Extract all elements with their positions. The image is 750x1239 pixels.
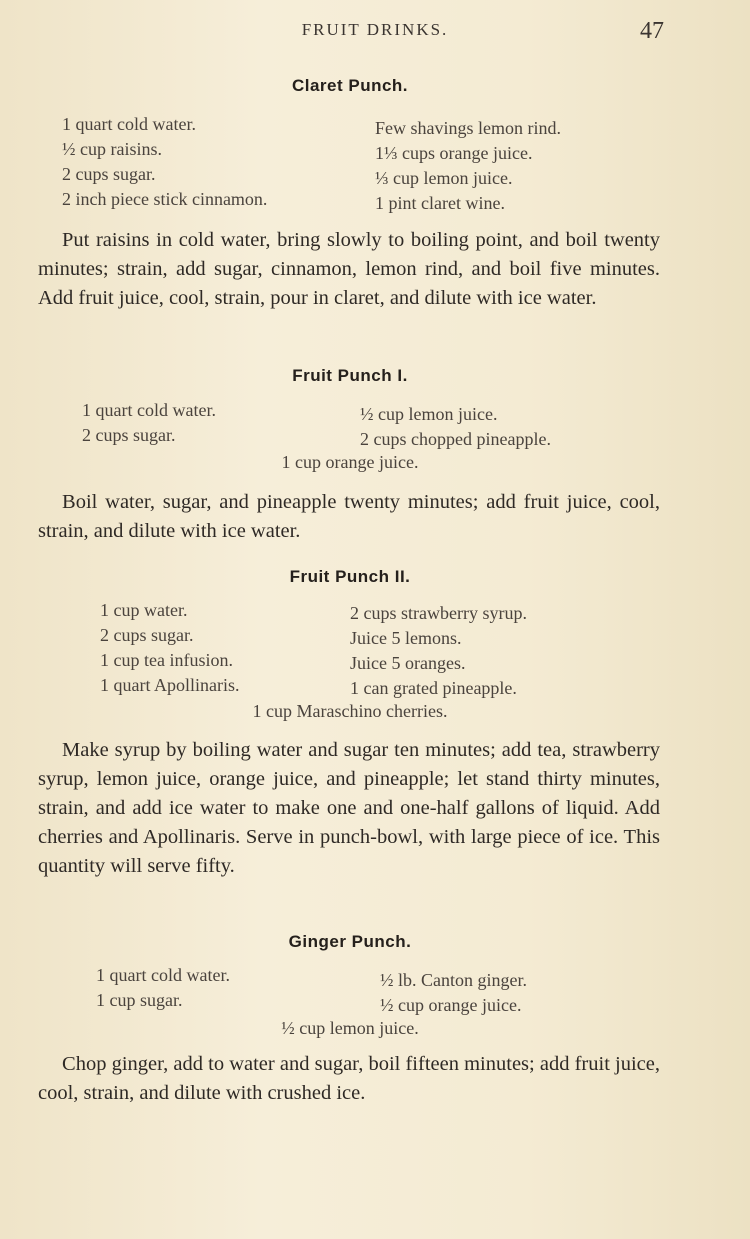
directions-fruit-punch-2: Make syrup by boiling water and sugar ten minutes; add tea, strawberry syrup, lemon juice, orange juice, and pineapple; let stand thirty minutes, strain, and add ice water to make one and one-half gallons of liquid. Add cherries and Apollinaris. Serve in punch-bowl, with large piece of ice. This quantity will serve fifty. bbox=[38, 739, 660, 877]
ingredient: 1 quart cold water. bbox=[96, 965, 230, 985]
running-head: FRUIT DRINKS. bbox=[301, 20, 449, 39]
recipe-title-fruit-punch-2: Fruit Punch II. bbox=[289, 567, 411, 586]
ingredients-right-ginger-punch bbox=[380, 968, 527, 1018]
ingredients-left-fruit-punch-1 bbox=[82, 398, 216, 448]
page-number: 47 bbox=[640, 18, 664, 44]
ingredient: ⅓ cup lemon juice. bbox=[375, 168, 513, 188]
ingredient: 2 cups sugar. bbox=[82, 425, 176, 445]
ingredient: ½ cup lemon juice. bbox=[360, 404, 498, 424]
ingredient: 2 cups sugar. bbox=[62, 164, 156, 184]
ingredient: 1 quart Apollinaris. bbox=[100, 675, 240, 695]
ingredient: Few shavings lemon rind. bbox=[375, 118, 561, 138]
ingredient: 1 pint claret wine. bbox=[375, 193, 505, 213]
recipe-title-claret-punch: Claret Punch. bbox=[291, 76, 409, 95]
ingredients-right-fruit-punch-1 bbox=[360, 402, 551, 452]
ingredient: ½ cup raisins. bbox=[62, 139, 162, 159]
ingredients-left-claret-punch bbox=[62, 112, 267, 212]
ingredient: 2 cups sugar. bbox=[100, 625, 194, 645]
directions-fruit-punch-1: Boil water, sugar, and pineapple twenty minutes; add fruit juice, cool, strain, and dilute with ice water. bbox=[38, 491, 660, 542]
ingredients-right-claret-punch bbox=[375, 116, 561, 216]
ingredient-center-fruit-punch-2: 1 cup Maraschino cherries. bbox=[252, 701, 448, 721]
ingredient: 1 quart cold water. bbox=[62, 114, 196, 134]
ingredient: 1 can grated pineapple. bbox=[350, 678, 517, 698]
recipe-title-fruit-punch-1: Fruit Punch I. bbox=[292, 366, 408, 385]
ingredient: Juice 5 oranges. bbox=[350, 653, 466, 673]
ingredient: 2 cups strawberry syrup. bbox=[350, 603, 527, 623]
ingredient: Juice 5 lemons. bbox=[350, 628, 462, 648]
ingredient: 2 cups chopped pineapple. bbox=[360, 429, 551, 449]
ingredient: 1⅓ cups orange juice. bbox=[375, 143, 533, 163]
ingredient: 1 cup sugar. bbox=[96, 990, 183, 1010]
ingredient: 1 quart cold water. bbox=[82, 400, 216, 420]
ingredient: ½ lb. Canton ginger. bbox=[380, 970, 527, 990]
ingredient: ½ cup orange juice. bbox=[380, 995, 522, 1015]
ingredient: 1 cup tea infusion. bbox=[100, 650, 233, 670]
ingredients-left-fruit-punch-2 bbox=[100, 598, 239, 698]
recipe-title-ginger-punch: Ginger Punch. bbox=[288, 932, 412, 951]
directions-ginger-punch: Chop ginger, add to water and sugar, boil fifteen minutes; add fruit juice, cool, strain, and dilute with crushed ice. bbox=[38, 1053, 660, 1104]
ingredient-center-fruit-punch-1: 1 cup orange juice. bbox=[281, 452, 419, 472]
ingredient: 1 cup water. bbox=[100, 600, 188, 620]
ingredient-center-ginger-punch: ½ cup lemon juice. bbox=[281, 1018, 419, 1038]
ingredients-right-fruit-punch-2 bbox=[350, 601, 527, 701]
ingredient: 2 inch piece stick cinnamon. bbox=[62, 189, 268, 209]
ingredients-left-ginger-punch bbox=[96, 963, 230, 1013]
directions-claret-punch: Put raisins in cold water, bring slowly to boiling point, and boil twenty minutes; strain, add sugar, cinnamon, lemon rind, and boil five minutes. Add fruit juice, cool, strain, pour in claret, and dilute with ice water. bbox=[38, 229, 660, 309]
